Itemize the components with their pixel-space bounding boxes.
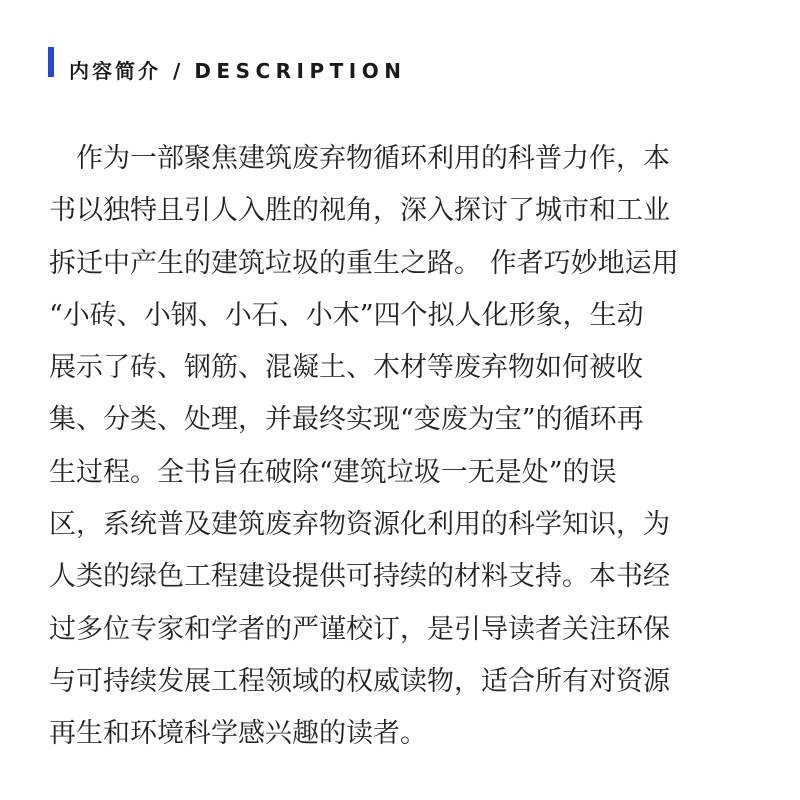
description-line: 再生和环境科学感兴趣的读者。 <box>49 718 427 750</box>
accent-bar <box>48 47 54 77</box>
description-line: 与可持续发展工程领域的权威读物，适合所有对资源 <box>49 665 670 697</box>
description-line: 作为一部聚焦建筑废弃物循环利用的科普力作，本 <box>49 143 670 174</box>
header-title-en: DESCRIPTION <box>194 59 407 83</box>
header-separator: / <box>173 59 181 83</box>
description-line: 过多位专家和学者的严谨校订，是引导读者关注环保 <box>49 613 670 645</box>
header-title-cn: 内容简介 <box>69 59 161 83</box>
description-line: 拆迁中产生的建筑垃圾的重生之路。 作者巧妙地运用 <box>49 247 679 279</box>
description-line: 区，系统普及建筑废弃物资源化利用的科学知识，为 <box>49 509 670 541</box>
description-line: 人类的绿色工程建设提供可持续的材料支持。本书经 <box>49 561 670 593</box>
description-line: 集、分类、处理，并最终实现“变废为宝”的循环再 <box>49 404 644 436</box>
section-header <box>69 57 406 85</box>
description-line: “小砖、小钢、小石、小木”四个拟人化形象，生动 <box>49 299 644 331</box>
description-text <box>49 133 749 761</box>
description-line: 展示了砖、钢筋、混凝土、木材等废弃物如何被收 <box>49 352 643 384</box>
description-line: 生过程。全书旨在破除“建筑垃圾一无是处”的误 <box>49 456 617 488</box>
description-line: 书以独特且引人入胜的视角，深入探讨了城市和工业 <box>49 195 670 227</box>
